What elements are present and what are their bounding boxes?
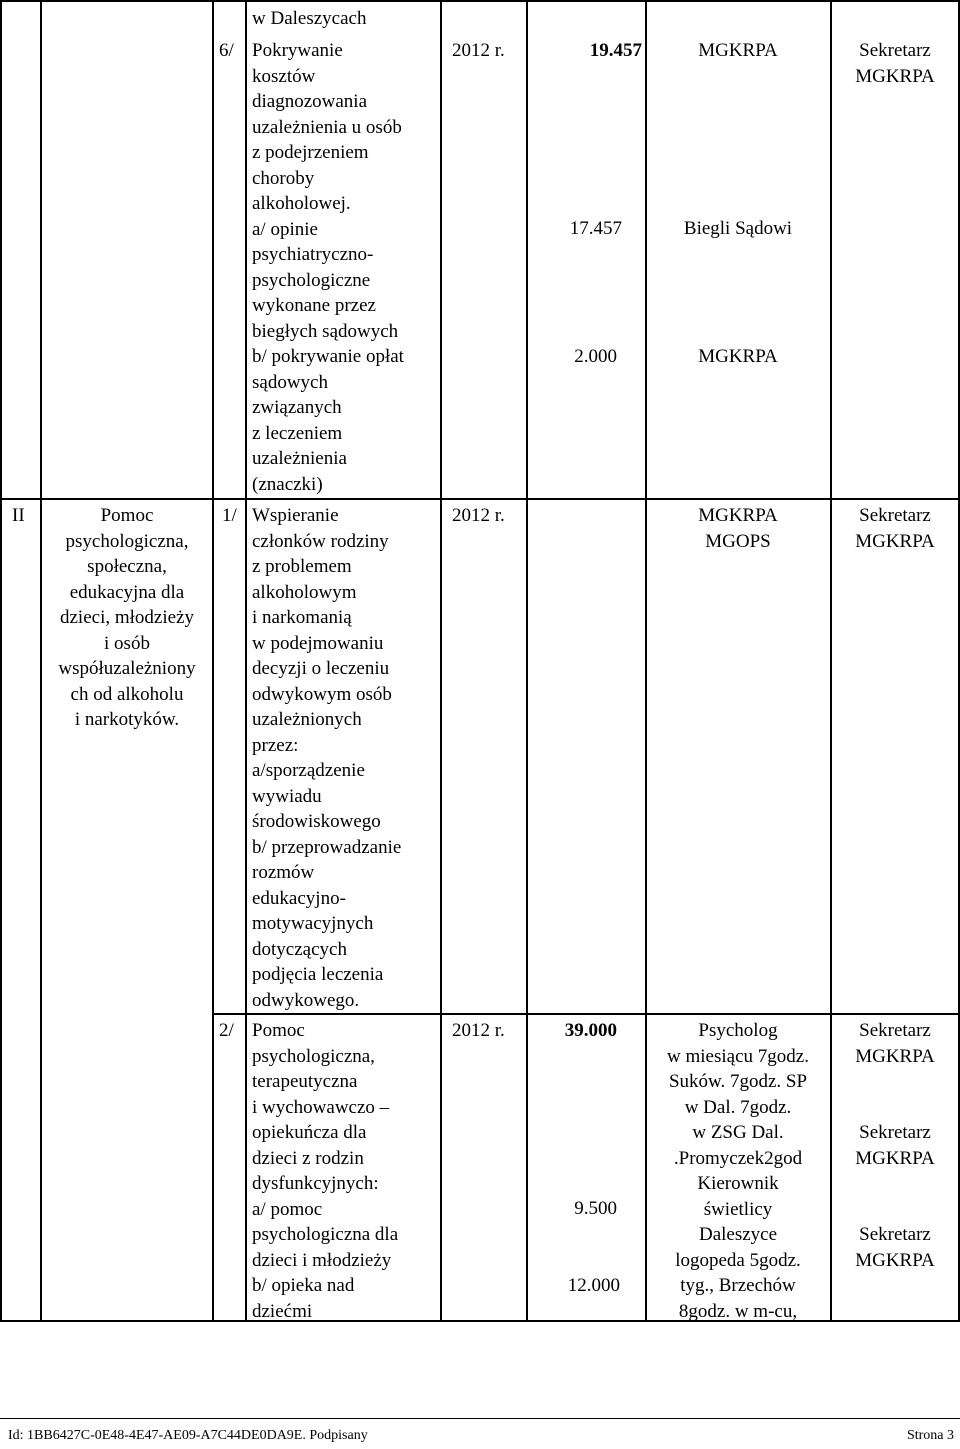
task-responsible: MGKRPA [698,40,778,61]
task-term: 2012 r. [452,505,505,526]
task-amount-total: 19.457 [589,40,642,61]
task-responsible: MGKRPA MGOPS [698,505,778,552]
row-divider [0,498,960,500]
task-responsible: Biegli Sądowi [683,218,793,239]
row-divider [212,1013,960,1015]
task-amount-total: 39.000 [564,1020,617,1041]
column-divider [526,0,528,1322]
task-amount: 12.000 [567,1275,620,1296]
task-description-continuation: w Daleszycach [252,8,367,29]
section-area: Pomoc psychologiczna, społeczna, edukacyjna dla dzieci, młodzieży i osób współuzależniony ch od alkoholu i narkotyków. [58,505,196,730]
section-number: II [12,505,25,526]
task-supervisor: Sekretarz MGKRPA [855,40,935,87]
task-description: Wspieranie członków rodziny z problemem alkoholowym i narkomanią w podejmowaniu decyzji o leczeniu odwykowym osób uzależnionych przez: a/sporządzenie wywiadu środowiskowego b/ przeprowadzanie rozmów edukacyjno- motywacyjnych dotyczących podjęcia leczenia odwykowego. [252,505,402,1011]
column-divider [645,0,647,1322]
task-description: Pokrywanie kosztów diagnozowania uzależnienia u osób z podejrzeniem choroby alkoholowej. a/ opinie psychiatryczno- psychologiczne wykonane przez biegłych sądowych b/ pokrywanie opłat sądowych związanych z leczeniem uzależnienia (znaczki) [252,40,404,495]
column-divider [245,0,247,1322]
task-number: 2/ [219,1020,234,1041]
task-supervisor: Sekretarz MGKRPA [855,1122,935,1169]
task-number: 6/ [219,40,234,61]
task-supervisor: Sekretarz MGKRPA [855,1020,935,1067]
task-amount: 17.457 [569,218,622,239]
task-term: 2012 r. [452,1020,505,1041]
task-supervisor: Sekretarz MGKRPA [855,1224,935,1271]
task-responsible: MGKRPA [698,346,778,367]
task-term: 2012 r. [452,40,505,61]
column-divider [212,0,214,1322]
task-amount: 9.500 [574,1198,617,1219]
page-number: Strona 3 [906,1428,954,1443]
footer-rule [0,1418,960,1419]
column-divider [0,0,2,1322]
task-responsible: Psycholog w miesiącu 7godz. Suków. 7godz. SP w Dal. 7godz. w ZSG Dal. .Promyczek2god Kierownik świetlicy Daleszyce logopeda 5godz. tyg., Brzechów 8godz. w m-cu, [667,1020,809,1322]
task-description: Pomoc psychologiczna, terapeutyczna i wychowawczo – opiekuńcza dla dzieci z rodzin dysfunkcyjnych: a/ pomoc psychologiczna dla dzieci i młodzieży b/ opieka nad dziećmi [252,1020,399,1322]
task-amount: 2.000 [574,346,617,367]
table-top-border [0,0,960,2]
document-id: Id: 1BB6427C-0E48-4E47-AE09-A7C44DE0DA9E. Podpisany [8,1428,368,1443]
column-divider [440,0,442,1322]
task-supervisor: Sekretarz MGKRPA [855,505,935,552]
task-number: 1/ [222,505,237,526]
